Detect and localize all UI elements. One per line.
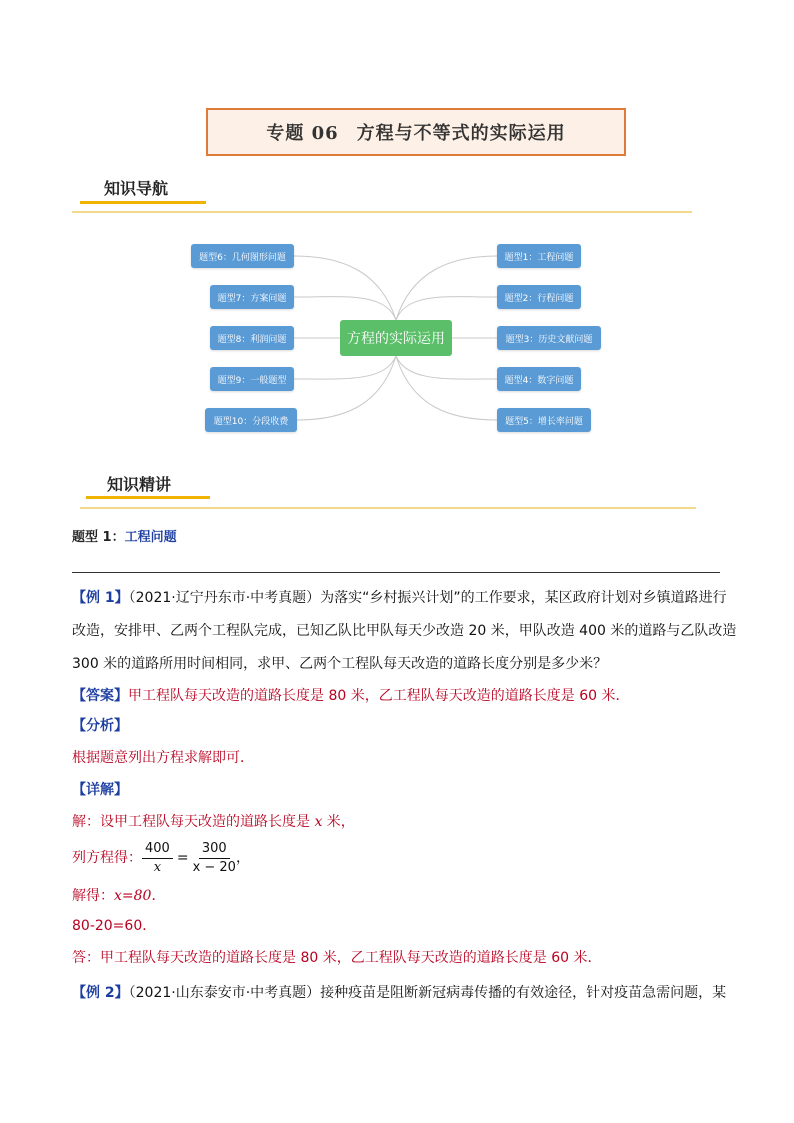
final-text-b: 米，乙工程队每天改造的道路长度是 — [318, 950, 552, 966]
mindmap-node-type9: 题型9：一般题型 — [210, 367, 294, 391]
fraction-numerator: 400 — [142, 840, 173, 859]
mindmap-node-type5: 题型5：增长率问题 — [497, 408, 591, 432]
final-value-1: 80 — [300, 950, 319, 966]
step1-variable: x — [314, 814, 323, 830]
analysis-tag: 【分析】 — [72, 718, 128, 734]
answer-text-a: 甲工程队每天改造的道路长度是 — [128, 688, 329, 704]
example2-text: 接种疫苗是阻断新冠病毒传播的有效途径，针对疫苗急需问题，某 — [320, 985, 727, 1001]
solution-step3 — [72, 886, 165, 906]
fraction-300-x-20 — [193, 840, 236, 877]
mindmap-center-node: 方程的实际运用 — [340, 320, 452, 356]
divider-rule — [72, 572, 720, 573]
type1-prefix: 题型 1： — [72, 530, 125, 545]
topic-title: 方程与不等式的实际运用 — [356, 123, 566, 144]
section-title-lecture: 知识精讲 — [107, 475, 172, 494]
mindmap-node-type3: 题型3：历史文献问题 — [497, 326, 601, 350]
step3-tail: ． — [151, 888, 166, 904]
section-underline — [86, 496, 210, 499]
example1-tag: 【例 1】 — [72, 590, 129, 606]
answer-value-2: 60 — [579, 688, 598, 704]
mindmap-node-type1: 题型1：工程问题 — [497, 244, 581, 268]
step3-value: x=80 — [114, 888, 152, 904]
final-text-c: 米． — [569, 950, 602, 966]
fraction-denominator: x − 20 — [192, 859, 236, 875]
answer-line — [72, 686, 629, 706]
final-answer — [72, 948, 601, 968]
answer-text-b: 米，乙工程队每天改造的道路长度是 — [346, 688, 580, 704]
solution-step2 — [72, 838, 250, 878]
example2-source: （2021·山东泰安市·中考真题） — [128, 985, 321, 1001]
mindmap-node-type6: 题型6：几何图形问题 — [191, 244, 294, 268]
example1-line1 — [72, 588, 727, 608]
type1-name: 工程问题 — [124, 530, 177, 545]
detail-tag: 【详解】 — [72, 782, 128, 798]
topic-number: 专题 06 — [266, 123, 339, 144]
mindmap-node-type7: 题型7：方案问题 — [210, 285, 294, 309]
solution-step1 — [72, 812, 355, 832]
example1-text: 为落实“乡村振兴计划”的工作要求，某区政府计划对乡镇道路进行 — [320, 590, 727, 606]
step1-tail: 米， — [322, 814, 355, 830]
fraction-numerator: 300 — [199, 840, 230, 859]
step2-tail: ， — [235, 850, 250, 866]
solution-step4: 80-20=60． — [72, 918, 157, 934]
answer-value-1: 80 — [328, 688, 347, 704]
final-text-a: 答：甲工程队每天改造的道路长度是 — [72, 950, 301, 966]
mindmap-node-type4: 题型4：数字问题 — [497, 367, 581, 391]
mindmap-node-type10: 题型10：分段收费 — [205, 408, 297, 432]
fraction-denominator: x — [153, 859, 162, 875]
example1-source: （2021·辽宁丹东市·中考真题） — [128, 590, 321, 606]
example1-line3: 300 米的道路所用时间相同，求甲、乙两个工程队每天改造的道路长度分别是多少米？ — [72, 656, 608, 672]
type1-heading — [72, 526, 177, 545]
final-value-2: 60 — [551, 950, 570, 966]
example1-line2: 改造，安排甲、乙两个工程队完成，已知乙队比甲队每天少改造 20 米，甲队改造 400 米的道路与乙队改造 — [72, 623, 737, 639]
answer-tag: 【答案】 — [72, 688, 128, 704]
answer-text-c: 米． — [597, 688, 630, 704]
section-divider — [80, 507, 696, 509]
analysis-text: 根据题意列出方程求解即可． — [72, 750, 254, 766]
section-title-nav: 知识导航 — [104, 179, 169, 198]
example2-tag: 【例 2】 — [72, 985, 129, 1001]
step2-label: 列方程得： — [72, 850, 142, 866]
step1-text: 解：设甲工程队每天改造的道路长度是 — [72, 814, 315, 830]
mindmap-node-type8: 题型8：利润问题 — [210, 326, 294, 350]
mindmap-node-type2: 题型2：行程问题 — [497, 285, 581, 309]
step3-label: 解得： — [72, 888, 114, 904]
example2-line1 — [72, 983, 726, 1003]
equals-sign: = — [176, 850, 189, 866]
fraction-400-x — [142, 840, 173, 877]
